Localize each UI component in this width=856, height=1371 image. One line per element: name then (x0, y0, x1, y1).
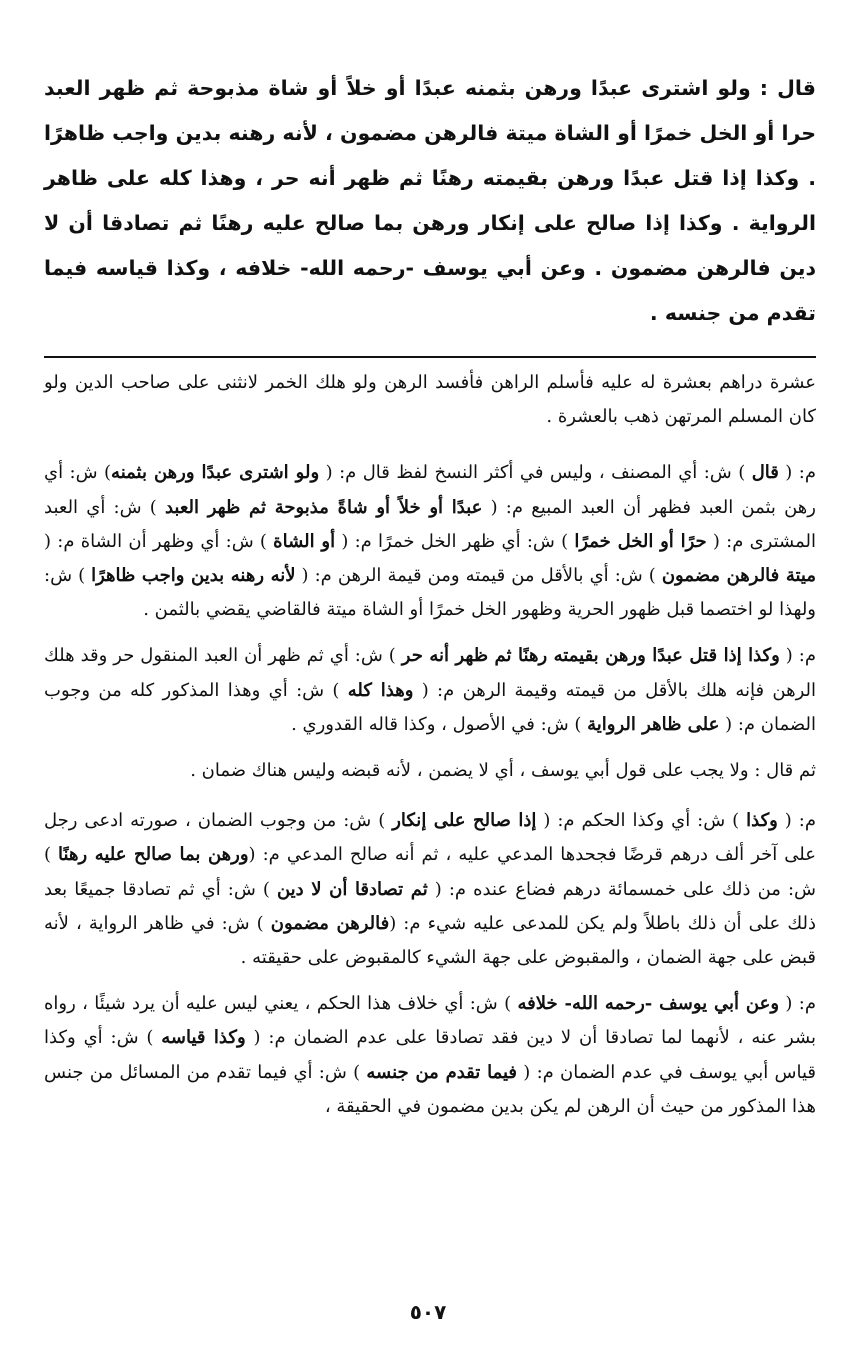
commentary-paragraph-3 (44, 639, 816, 742)
commentary-text: ) ش: أي فيما تقدم من المسائل من جنس هذا المذكور من حيث أن الرهن لم يكن بدين مضمون في الحقيقة ، (44, 1061, 816, 1117)
commentary-text: م: ( (778, 462, 816, 484)
quoted-matn-text: حرًا أو الخل خمرًا (574, 530, 707, 552)
commentary (44, 366, 816, 1124)
quoted-matn-text: وهذا كله (347, 679, 414, 701)
commentary-text: ) ش: في ظاهر الرواية ، لأنه قبض على جهة الضمان ، والمقبوض على جهة الشيء كالمقبوض على حقيقته . (44, 912, 816, 969)
commentary-text: ) ش: أي ظهر الخل خمرًا م: ( (335, 530, 575, 552)
quoted-matn-text: إذا صالح على إنكار (392, 810, 537, 832)
commentary-text: ) ش: من وجوب الضمان ، صورته ادعى رجل على آخر ألف درهم قرضًا فجحدها المدعي عليه ، ثم أنه صالح المدعي م: ( (44, 810, 816, 866)
commentary-text: ) ش: في الأصول ، وكذا قاله القدوري . (291, 713, 588, 735)
commentary-text: ) ش: أي العبد المشترى م: ( (44, 496, 816, 552)
quoted-matn-text: فيما تقدم من جنسه (366, 1061, 518, 1083)
quoted-matn-text: وكذا قياسه (161, 1027, 246, 1049)
quoted-matn-text: أو الشاة (273, 530, 336, 552)
quoted-matn-text: على ظاهر الرواية (587, 713, 720, 735)
commentary-text: ) ش: ولهذا لو اختصما قبل ظهور الحرية وظهور الخل خمرًا أو الشاة ميتة فالقاضي يقضي بالثمن . (44, 565, 816, 621)
quoted-matn-text: لأنه رهنه بدين واجب ظاهرًا (91, 565, 296, 587)
commentary-text: ) ش: أي وهذا المذكور كله من وجوب الضمان م: ( (44, 679, 816, 735)
quoted-matn-text: ميتة فالرهن مضمون (661, 565, 816, 587)
commentary-text: ) ش: أي وظهر أن الشاة م: ( (44, 530, 274, 552)
commentary-text: ) ش: أي وكذا الحكم م: ( (536, 810, 747, 832)
commentary-text: ) ش: أي ثم ظهر أن العبد المنقول حر وقد هلك الرهن فإنه هلك بالأقل من قيمته وقيمة الرهن م: ( (44, 645, 816, 701)
quoted-matn-text: عبدًا أو خلاً أو شاةً مذبوحة ثم ظهر العبد (164, 496, 483, 518)
commentary-paragraph-2 (44, 456, 816, 627)
commentary-text: م: ( (779, 993, 816, 1015)
commentary-text: م: ( (779, 645, 816, 667)
commentary-text: ) ش: أي المصنف ، وليس في أكثر النسخ لفظ قال م: ( (319, 462, 752, 484)
commentary-paragraph-5 (44, 804, 816, 975)
commentary-text: ) ش: أي رهن بثمن العبد فظهر أن العبد المبيع م: ( (44, 462, 816, 518)
quoted-matn-text: وعن أبي يوسف -رحمه الله- خلافه (517, 993, 780, 1015)
quoted-matn-text: وكذا إذا قتل عبدًا ورهن بقيمته رهنًا ثم ظهر أنه حر (401, 645, 780, 667)
commentary-text: ) ش: أي ثم تصادقا جميعًا بعد ذلك على أن ذلك باطلاً ولم يكن للمدعى عليه شيء م: ( (44, 878, 817, 934)
quoted-matn-text: فالرهن مضمون (270, 912, 390, 934)
commentary-text: ) ش: أي وكذا قياس أبي يوسف في عدم الضمان م: ( (44, 1027, 816, 1083)
page-number: ٥٠٧ (409, 1300, 447, 1324)
commentary-text: ) ش: من ذلك على خمسمائة درهم فضاع عنده م: ( (44, 844, 816, 900)
commentary-paragraph-1: عشرة دراهم بعشرة له عليه فأسلم الراهن فأفسد الرهن ولو هلك الخمر لانثنى على صاحب الدين ولو كان المسلم المرتهن ذهب بالعشرة . (44, 372, 816, 428)
quoted-matn-text: ورهن بما صالح عليه رهنًا (58, 844, 249, 866)
commentary-text: ) ش: أي خلاف هذا الحكم ، يعني ليس عليه أن يرد شيئًا ، رواه بشر عنه ، لأنهما لما تصادقا أن لا دين فقد تصادقا على عدم الضمان م: ( (44, 993, 817, 1049)
commentary-text: م: ( (777, 810, 816, 832)
main-text: قال : ولو اشترى عبدًا ورهن بثمنه عبدًا أو خلاً أو شاة مذبوحة ثم ظهر العبد حرا أو الخل خمرًا أو الشاة ميتة فالرهن مضمون ، لأنه رهنه بدين واجب ظاهرًا . وكذا إذا قتل عبدًا ورهن بقيمته رهنًا ثم ظهر أنه حر ، وهذا كله على ظاهر الرواية . وكذا إذا صالح على إنكار ورهن بما صالح عليه رهنًا ثم تصادقا أن لا دين فالرهن مضمون . وعن أبي يوسف -رحمه الله- خلافه ، وكذا قياسه فيما تقدم من جنسه . (44, 76, 816, 325)
quoted-matn-text: ولو اشترى عبدًا ورهن بثمنه (111, 462, 320, 484)
commentary-text: ) ش: أي بالأقل من قيمته ومن قيمة الرهن م: ( (295, 565, 662, 587)
commentary-paragraph-6 (44, 987, 816, 1124)
quoted-matn-text: وكذا (746, 810, 778, 832)
separator-line (44, 356, 816, 358)
commentary-paragraph-4: ثم قال : ولا يجب على قول أبي يوسف ، أي لا يضمن ، لأنه قبضه وليس هناك ضمان . (190, 760, 816, 782)
quoted-matn-text: قال (751, 462, 779, 484)
quoted-matn-text: ثم تصادقا أن لا دين (276, 878, 428, 900)
